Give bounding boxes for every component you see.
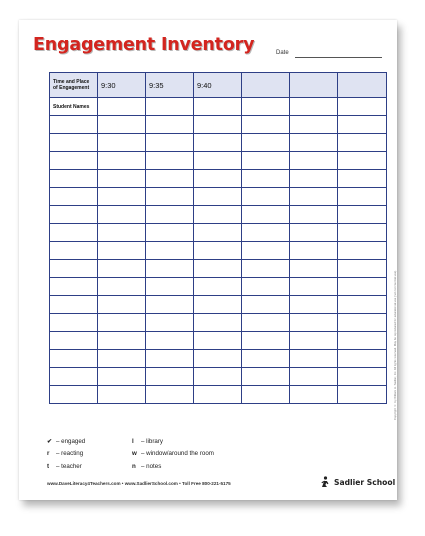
engagement-cell [338, 350, 387, 368]
legend-row [47, 435, 287, 448]
engagement-cell [98, 170, 146, 188]
engagement-cell [98, 206, 146, 224]
engagement-cell [98, 278, 146, 296]
table-body [50, 98, 387, 404]
engagement-cell [146, 386, 194, 404]
table-row [50, 260, 387, 278]
engagement-cell [146, 98, 194, 116]
engagement-cell [290, 116, 338, 134]
legend-key: n [132, 462, 136, 470]
engagement-cell [194, 386, 242, 404]
student-name-cell [50, 152, 98, 170]
engagement-cell [98, 98, 146, 116]
engagement-cell [146, 116, 194, 134]
engagement-cell [290, 296, 338, 314]
engagement-cell [242, 260, 290, 278]
engagement-cell [146, 260, 194, 278]
engagement-cell [242, 332, 290, 350]
table-row [50, 116, 387, 134]
engagement-cell [146, 296, 194, 314]
engagement-cell [146, 332, 194, 350]
student-name-cell [50, 224, 98, 242]
engagement-cell [290, 332, 338, 350]
brand-logo [319, 476, 395, 488]
engagement-cell [242, 296, 290, 314]
engagement-cell [242, 188, 290, 206]
engagement-cell [242, 98, 290, 116]
table-row [50, 98, 387, 116]
engagement-cell [194, 152, 242, 170]
student-name-cell [50, 242, 98, 260]
student-name-cell [50, 368, 98, 386]
engagement-cell [194, 296, 242, 314]
time-header-3: 9:40 [194, 73, 242, 98]
engagement-cell [98, 314, 146, 332]
page-title: Engagement Inventory [33, 35, 255, 55]
engagement-cell [194, 206, 242, 224]
table-row [50, 242, 387, 260]
engagement-cell [290, 170, 338, 188]
engagement-cell [98, 116, 146, 134]
engagement-cell [194, 350, 242, 368]
legend-description: – engaged [56, 437, 86, 445]
engagement-cell [146, 188, 194, 206]
engagement-cell [146, 314, 194, 332]
engagement-cell [338, 314, 387, 332]
engagement-cell [146, 224, 194, 242]
engagement-cell [194, 170, 242, 188]
student-name-cell [50, 278, 98, 296]
engagement-cell [290, 98, 338, 116]
table-row [50, 296, 387, 314]
time-header-6 [338, 73, 387, 98]
date-line [295, 57, 382, 58]
legend-key: ✔ [47, 437, 53, 445]
time-header-4 [242, 73, 290, 98]
legend-description: – reacting [56, 450, 84, 458]
engagement-cell [146, 368, 194, 386]
engagement-cell [338, 188, 387, 206]
legend-description: – window/around the room [141, 450, 214, 458]
header-row [50, 73, 387, 98]
legend-item [132, 463, 272, 470]
legend [47, 435, 287, 473]
legend-row [47, 460, 287, 473]
engagement-cell [338, 134, 387, 152]
engagement-cell [338, 224, 387, 242]
table-row [50, 278, 387, 296]
engagement-cell [290, 134, 338, 152]
table-row [50, 134, 387, 152]
engagement-table [49, 72, 387, 404]
engagement-cell [242, 242, 290, 260]
legend-key: w [132, 450, 137, 458]
engagement-cell [98, 188, 146, 206]
engagement-cell [98, 332, 146, 350]
engagement-cell [242, 350, 290, 368]
student-name-cell [50, 170, 98, 188]
student-name-cell [50, 332, 98, 350]
engagement-cell [290, 278, 338, 296]
engagement-cell [290, 350, 338, 368]
engagement-cell [338, 170, 387, 188]
engagement-cell [146, 242, 194, 260]
worksheet-page [19, 20, 397, 500]
engagement-cell [338, 386, 387, 404]
engagement-cell [338, 152, 387, 170]
engagement-cell [194, 278, 242, 296]
time-header-2: 9:35 [146, 73, 194, 98]
engagement-cell [338, 242, 387, 260]
table-row [50, 152, 387, 170]
engagement-cell [290, 152, 338, 170]
engagement-cell [194, 260, 242, 278]
engagement-cell [194, 134, 242, 152]
engagement-cell [290, 224, 338, 242]
table-row [50, 224, 387, 242]
legend-item [47, 463, 132, 470]
engagement-cell [98, 368, 146, 386]
legend-item [132, 450, 272, 457]
copyright-text: Copyright © by William H. Sadlier, Inc. All rights reserved. May be reproduced for educational use (not commercial use). [393, 270, 397, 420]
legend-row [47, 448, 287, 461]
legend-description: – notes [141, 462, 162, 470]
student-name-cell [50, 386, 98, 404]
table-row [50, 206, 387, 224]
engagement-cell [338, 260, 387, 278]
engagement-cell [194, 116, 242, 134]
table-row [50, 350, 387, 368]
table-row [50, 314, 387, 332]
engagement-cell [98, 350, 146, 368]
engagement-cell [338, 368, 387, 386]
engagement-cell [146, 206, 194, 224]
engagement-cell [98, 386, 146, 404]
student-name-cell [50, 350, 98, 368]
engagement-cell [290, 386, 338, 404]
engagement-cell [194, 314, 242, 332]
table-row [50, 188, 387, 206]
engagement-cell [146, 152, 194, 170]
engagement-cell [194, 242, 242, 260]
engagement-cell [242, 314, 290, 332]
engagement-cell [146, 350, 194, 368]
student-name-cell [50, 188, 98, 206]
engagement-cell [194, 332, 242, 350]
footer-contact: www.DaveLiteracy4Teachers.com • www.SadlierSchool.com • Toll Free 800-221-5175 [47, 481, 231, 486]
engagement-cell [242, 206, 290, 224]
engagement-cell [98, 224, 146, 242]
table-row [50, 368, 387, 386]
student-names-header: Student Names [50, 98, 98, 116]
engagement-cell [98, 296, 146, 314]
engagement-cell [338, 332, 387, 350]
engagement-cell [194, 188, 242, 206]
legend-item [132, 438, 272, 445]
engagement-cell [146, 134, 194, 152]
engagement-cell [290, 206, 338, 224]
legend-item [47, 438, 132, 445]
engagement-cell [338, 98, 387, 116]
engagement-cell [242, 224, 290, 242]
legend-key: r [47, 450, 50, 458]
student-name-cell [50, 260, 98, 278]
student-name-cell [50, 134, 98, 152]
engagement-cell [242, 368, 290, 386]
student-name-cell [50, 206, 98, 224]
legend-description: – teacher [56, 462, 82, 470]
legend-key: t [47, 462, 50, 470]
engagement-cell [98, 152, 146, 170]
student-name-cell [50, 314, 98, 332]
engagement-cell [242, 134, 290, 152]
engagement-cell [290, 188, 338, 206]
engagement-cell [338, 278, 387, 296]
engagement-cell [290, 260, 338, 278]
engagement-cell [290, 314, 338, 332]
engagement-cell [290, 368, 338, 386]
student-name-cell [50, 296, 98, 314]
engagement-cell [242, 152, 290, 170]
engagement-cell [242, 116, 290, 134]
engagement-cell [242, 170, 290, 188]
engagement-cell [242, 386, 290, 404]
engagement-cell [98, 242, 146, 260]
sadlier-figure-icon [319, 476, 331, 488]
engagement-cell [98, 260, 146, 278]
engagement-cell [290, 242, 338, 260]
time-place-header: Time and Place of Engagement [50, 73, 98, 98]
student-name-cell [50, 116, 98, 134]
engagement-cell [98, 134, 146, 152]
table-row [50, 170, 387, 188]
legend-description: – library [141, 437, 164, 445]
brand-name: Sadlier School [334, 477, 396, 487]
engagement-cell [146, 278, 194, 296]
legend-key: l [132, 437, 134, 445]
time-header-1: 9:30 [98, 73, 146, 98]
table-row [50, 386, 387, 404]
date-label: Date [276, 50, 289, 56]
engagement-cell [194, 98, 242, 116]
engagement-cell [338, 206, 387, 224]
engagement-cell [194, 224, 242, 242]
engagement-cell [338, 116, 387, 134]
table-row [50, 332, 387, 350]
time-header-5 [290, 73, 338, 98]
legend-item [47, 450, 132, 457]
engagement-cell [194, 368, 242, 386]
engagement-cell [242, 278, 290, 296]
engagement-cell [338, 296, 387, 314]
engagement-cell [146, 170, 194, 188]
